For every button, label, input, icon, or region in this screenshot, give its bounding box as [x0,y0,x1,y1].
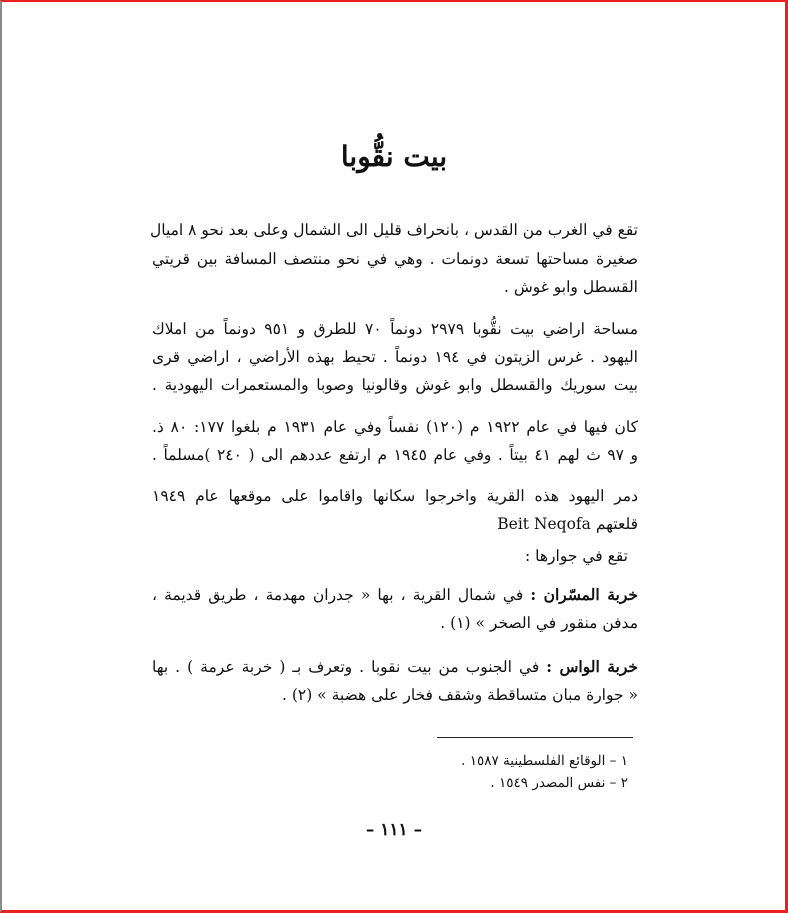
paragraph-3-line-1: كان فيها في عام ١٩٢٢ م (١٢٠) نفساً وفي عام ١٩٣١ م بلغوا ١٧٧: ٨٠ ذ. [152,418,639,436]
paragraph-7-text: في الجنوب من بيت نقوبا . وتعرف بـ ( خربة عرمة ) . بها [152,658,540,676]
footnote-2: ٢ – نفس المصدر ١٥٤٩ . [490,775,628,791]
paragraph-5-line-1: تقع في جوارها : [524,547,628,565]
paragraph-6-line-1 [152,585,638,605]
paragraph-1-line-3: القسطل وابو غوش . [503,278,638,296]
latin-name: Beit Neqofa [497,515,591,533]
paragraph-7-line-2: « جوارة مبان متساقطة وشقف فخار على هضبة » (٢) . [281,686,638,704]
ruin-heading-2: خربة الواس : [546,657,638,676]
paragraph-6-line-2: مدفن منقور في الصخر » (١) . [440,614,638,632]
ruin-heading-1: خربة المسّران : [530,585,638,604]
paragraph-4-line-1: دمر اليهود هذه القرية واخرجوا سكانها واقاموا على موقعها عام ١٩٤٩ [152,487,638,505]
paragraph-1-line-2: صغيرة مساحتها تسعة دونمات . وهي في نحو منتصف المسافة بين قريتي [152,250,638,268]
paragraph-4-line-2 [497,514,638,534]
paragraph-2-line-2: اليهود . غرس الزيتون في ١٩٤ دونماً . تحيط بهذه الأراضي ، اراضي قرى [152,348,638,366]
paragraph-1-line-1: تقع في الغرب من القدس ، بانحراف قليل الى الشمال وعلى بعد نحو ٨ اميال [149,221,638,239]
footnote-1: ١ – الوقائع الفلسطينية ١٥٨٧ . [461,753,628,769]
footnote-divider [437,737,633,738]
paragraph-6-text: في شمال القرية ، بها « جدران مهدمة ، طريق قديمة ، [152,586,524,604]
paragraph-2-line-3: بيت سوريك والقسطل وابو غوش وقالونيا وصوبا والمستعمرات اليهودية . [152,376,638,394]
paragraph-2-line-1: مساحة اراضي بيت نقُّوبا ٢٩٧٩ دونماً ٧٠ للطرق و ٩٥١ دونماً من املاك [152,320,639,338]
page-title: بيت نقُّوبا [340,140,448,173]
paragraph-3-line-2: و ٩٧ ث لهم ٤١ بيتاً . وفي عام ١٩٤٥ م ارتفع عددهم الى ( ٢٤٠ )مسلماً . [152,446,638,464]
paragraph-7-line-1 [152,657,638,677]
page-number: – ١١١ – [365,820,423,840]
paragraph-4-prefix: قلعتهم [595,515,638,533]
